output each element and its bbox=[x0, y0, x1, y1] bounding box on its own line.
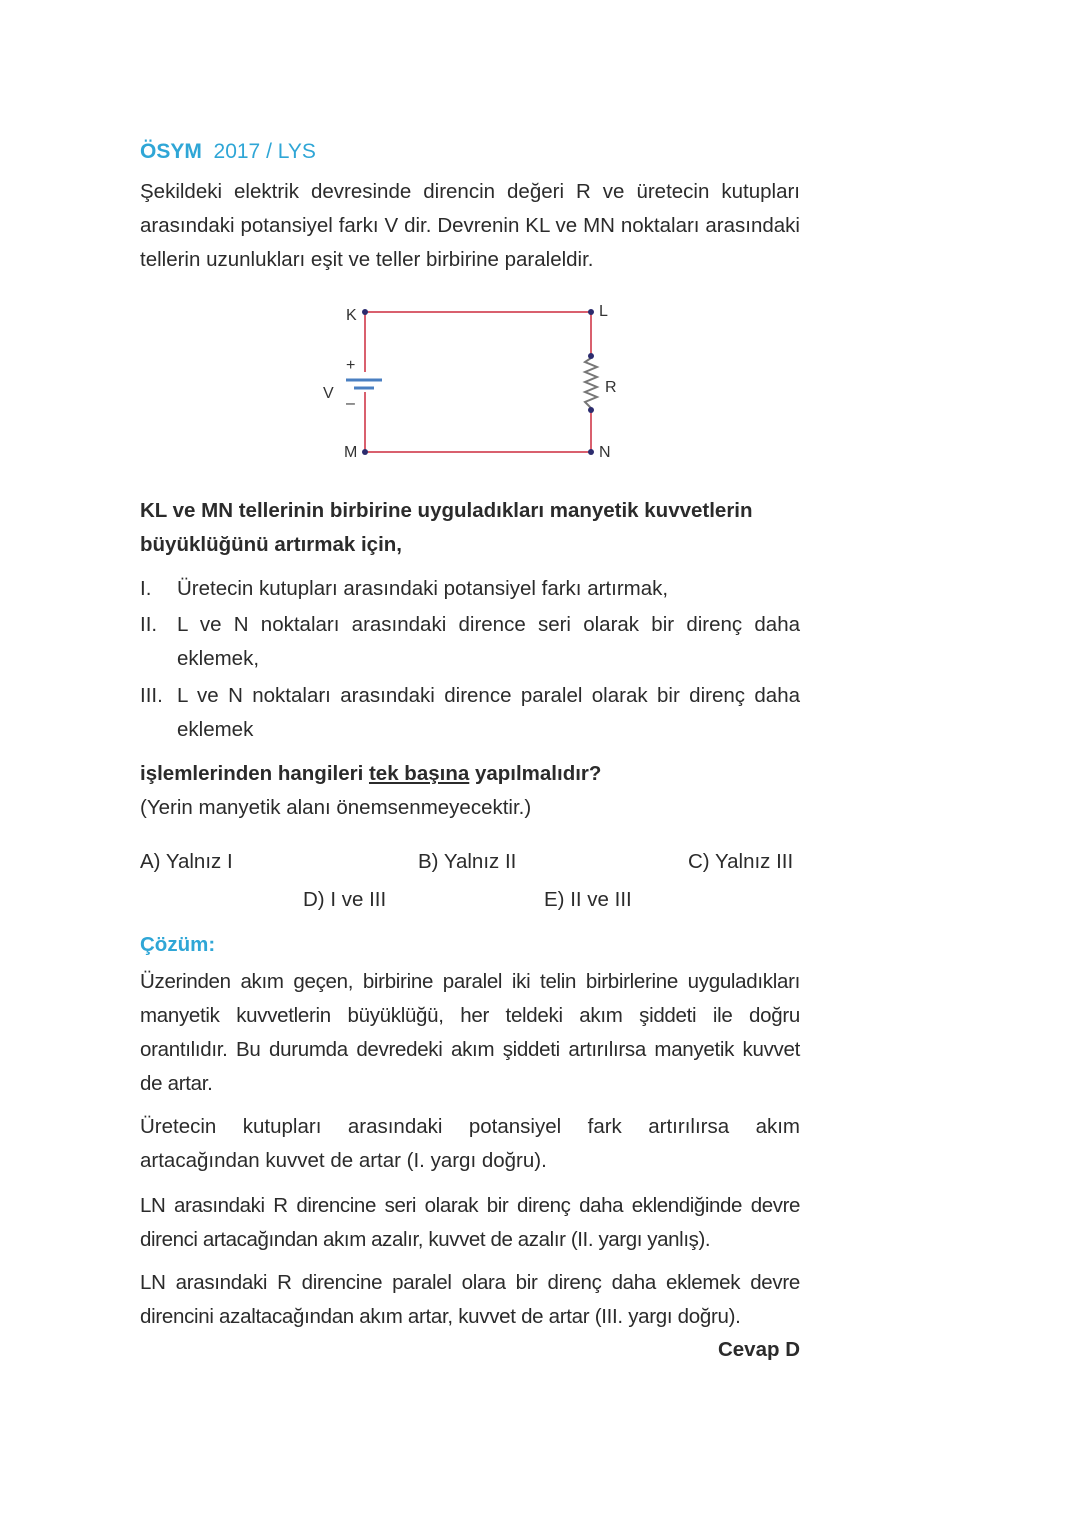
statement-text: L ve N noktaları arasındaki dirence seri olarak bir direnç daha eklemek, bbox=[177, 613, 800, 670]
solution-paragraph: Üzerinden akım geçen, birbirine paralel iki telin birbirlerine uyguladıkları manyetik kuvvetlerin büyüklüğü, her teldeki akım şiddeti ile doğru orantılıdır. Bu durumda devredeki akım şiddeti artırılırsa manyetik kuvvet de artar. bbox=[140, 970, 800, 1095]
statement-number: II. bbox=[140, 613, 158, 636]
label-k: K bbox=[346, 307, 357, 324]
question-ask bbox=[140, 757, 800, 791]
statement-list bbox=[140, 572, 800, 747]
option-d: D) I ve III bbox=[303, 888, 387, 911]
option-a: A) Yalnız I bbox=[140, 850, 233, 873]
ask-underlined: tek başına bbox=[368, 762, 470, 785]
solution-paragraph: LN arasındaki R direncine paralel olara bir direnç daha eklemek devre direncini azaltacağından akım artar, kuvvet de artar (III. yargı doğru). bbox=[140, 1271, 800, 1328]
source-header bbox=[140, 135, 800, 169]
label-plus: + bbox=[346, 357, 356, 374]
question-intro: Şekildeki elektrik devresinde direncin değeri R ve üretecin kutupları arasındaki potansiyel farkı V dir. Devrenin KL ve MN noktaları arasındaki tellerin uzunlukları eşit ve teller birbirine paraleldir. bbox=[140, 180, 800, 271]
solution-title: Çözüm: bbox=[140, 933, 216, 956]
statement-item bbox=[140, 679, 800, 747]
circuit-diagram bbox=[310, 290, 640, 470]
label-v: V bbox=[323, 385, 334, 402]
label-m: M bbox=[344, 444, 358, 461]
ask-pre: işlemlerinden hangileri bbox=[140, 762, 369, 785]
statement-text: L ve N noktaları arasındaki dirence paralel olarak bir direnç daha eklemek bbox=[177, 684, 800, 741]
statement-number: I. bbox=[140, 577, 152, 600]
statement-text: Üretecin kutupları arasındaki potansiyel farkı artırmak, bbox=[177, 577, 669, 600]
statement-item bbox=[140, 608, 800, 676]
label-l: L bbox=[599, 303, 608, 320]
label-n: N bbox=[599, 444, 611, 461]
solution-paragraph: LN arasındaki R direncine seri olarak bir direnç daha eklendiğinde devre direnci artacağından akım azalır, kuvvet de azalır (II. yargı yanlış). bbox=[140, 1194, 800, 1251]
solution-paragraph: Üretecin kutupları arasındaki potansiyel fark artırılırsa akım artacağından kuvvet de artar (I. yargı doğru). bbox=[140, 1115, 800, 1172]
ask-post: yapılmalıdır? bbox=[469, 762, 602, 785]
label-r: R bbox=[605, 379, 617, 396]
option-e: E) II ve III bbox=[544, 888, 632, 911]
statement-item bbox=[140, 572, 800, 606]
question-prompt: KL ve MN tellerinin birbirine uyguladıkları manyetik kuvvetlerin büyüklüğünü artırmak için, bbox=[140, 499, 753, 556]
option-b: B) Yalnız II bbox=[418, 850, 517, 873]
source-name: ÖSYM bbox=[140, 140, 202, 163]
answer: Cevap D bbox=[717, 1338, 800, 1361]
source-year: 2017 / LYS bbox=[213, 140, 316, 163]
question-note: (Yerin manyetik alanı önemsenmeyecektir.) bbox=[140, 796, 532, 819]
statement-number: III. bbox=[140, 684, 163, 707]
resistor-icon bbox=[585, 358, 597, 408]
option-c: C) Yalnız III bbox=[688, 850, 794, 873]
label-minus: – bbox=[346, 395, 355, 412]
battery-icon bbox=[346, 380, 382, 388]
